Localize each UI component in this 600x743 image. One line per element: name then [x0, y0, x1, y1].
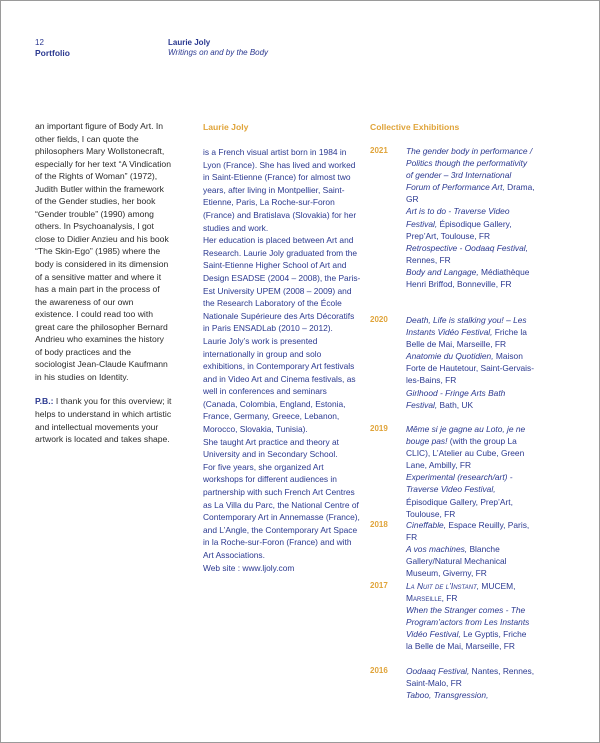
- page-number: 12: [35, 38, 44, 47]
- bio-paragraph-4: She taught Art practice and theory at University and in Secondary School.: [203, 436, 339, 460]
- exhibition-entry: Experimental (research/art) - Traverse Video Festival, Épisodique Gallery, Prep’Art, Toulouse, FR: [406, 472, 513, 519]
- year-block-2020: [370, 314, 535, 411]
- running-author: Laurie Joly: [168, 38, 211, 47]
- exhibition-entry: La Nuit de l’Instant, MUCEM, Marseille, FR: [406, 581, 516, 604]
- exhibition-entry: A vos machines, Blanche Gallery/Natural Mechanical Museum, Giverny, FR: [406, 544, 507, 579]
- year-label: 2020: [370, 315, 388, 324]
- exhibition-entry: Oodaaq Festival, Nantes, Rennes, Saint-Malo, FR: [406, 666, 535, 689]
- bio-paragraph-3: Laurie Joly’s work is presented internationally in group and solo exhibitions, in Contemporary Art festivals and in Video Art and Cinema festivals, as well in conferences and seminars (Canada, Colombia, England, Estonia, France, Germany, Greece, Lebanon, Morocco, Slovakia, Tunisia).: [203, 335, 356, 435]
- year-label: 2021: [370, 146, 388, 155]
- section-title: Portfolio: [35, 48, 70, 58]
- exhibition-entry: Body and Langage, Médiathèque Henri Briffod, Bonneville, FR: [406, 266, 530, 290]
- running-subtitle: Writings on and by the Body: [168, 48, 269, 57]
- year-label: 2019: [370, 424, 388, 433]
- bio-heading: Laurie Joly: [203, 122, 249, 132]
- exhibition-entry: Girlhood - Fringe Arts Bath Festival, Bath, UK: [406, 387, 506, 410]
- year-label: 2018: [370, 520, 388, 529]
- exhibition-entry: Anatomie du Quotidien, Maison Forte de Hautetour, Saint-Gervais-les-Bains, FR: [406, 351, 535, 386]
- year-block-2016: [370, 665, 535, 701]
- ps-text: I thank you for this overview; it helps to understand in which artistic and intellectual movements your artwork is located and takes shape.: [35, 396, 172, 445]
- exhibition-entry: Retrospective - Oodaaq Festival, Rennes, FR: [406, 242, 528, 265]
- exhibition-entry: Cineffable, Espace Reuilly, Paris, FR: [406, 520, 530, 543]
- exhibition-entry: The gender body in performance / Politics though the performativity of gender – 3rd International Forum of Performance Art, Drama, GR: [406, 146, 535, 205]
- bio-paragraph-1: is a French visual artist born in 1984 in Lyon (France). She has lived and worked in Saint-Etienne (France) for almost two years, after living in Montpellier, Saint-Etienne, Paris, La Roche-sur-Foron (France) and Bratislava (Slovakia) for her studies and work.: [203, 147, 357, 233]
- website-link[interactable]: Web site : www.ljoly.com: [203, 562, 295, 573]
- year-block-2017: [370, 580, 535, 653]
- exhibition-entry: Même si je gagne au Loto, je ne bouge pas! (with the group La CLIC), L’Atelier au Cube, Green Lane, Ambilly, FR: [406, 424, 526, 471]
- ps-paragraph: [35, 395, 173, 445]
- exhibitions-heading: Collective Exhibitions: [370, 122, 460, 132]
- exhibition-entry: Art is to do - Traverse Video Festival, Épisodique Gallery, Prep’Art, Toulouse, FR: [406, 206, 512, 241]
- year-block-2019: [370, 423, 535, 520]
- exhibition-entry: Death, Life is stalking you! – Les Instants Vidéo Festival, Friche la Belle de Mai, Marseille, FR: [406, 315, 527, 350]
- intro-paragraph: an important figure of Body Art. In other fields, I can quote the philosophers Mary Wollstonecraft, especially for her text “A Vindication of the Rights of Woman” (1972), Judith Butler within the framework of the Gender studies, her book “Gender trouble” (1990) among others. In Psychoanalysis, I got close to Didier Anzieu and his book “The Skin-Ego” (1985) where the body is considered in its dimension of a sensitive matter and where it has a main part in the process of the awareness of our own existence. I could read too with great care the philosopher Bernard Andrieu who examines the history of body practices and the sociologist Jean-Claude Kaufmann in his studies on Identity.: [35, 121, 171, 382]
- year-label: 2016: [370, 666, 388, 675]
- exhibition-entry: Taboo, Transgression,: [406, 690, 489, 701]
- ps-label: P.B.:: [35, 396, 54, 407]
- year-block-2021: [370, 145, 535, 290]
- intro-column: [35, 120, 173, 446]
- bio-paragraph-5: For five years, she organized Art workshops for different audiences in partnership with such French Art Centres as La Villa du Parc, the National Centre of Contemporary Art in Annemasse (France), and L’Angle, the Contemporary Art Space in la Roche-sur-Foron (France) and with Art Associations.: [203, 461, 360, 560]
- year-block-2018: [370, 519, 535, 579]
- bio-paragraph-2: Her education is placed between Art and Research. Laurie Joly graduated from the Saint-Etienne Higher School of Art and Design ESADSE (2004 – 2008), the Paris-Est University UPEM (2008 – 2009) and the Research Laboratory of the École Nationale Supérieure des Arts Décoratifs in Paris ENSADLab (2010 – 2012).: [203, 235, 361, 334]
- year-label: 2017: [370, 581, 388, 590]
- exhibition-entry: When the Stranger comes - The Program’actors from Les Instants Vidéo Festival, Le Gyptis, Friche la Belle de Mai, Marseille, FR: [406, 605, 530, 652]
- bio-column: [203, 146, 361, 574]
